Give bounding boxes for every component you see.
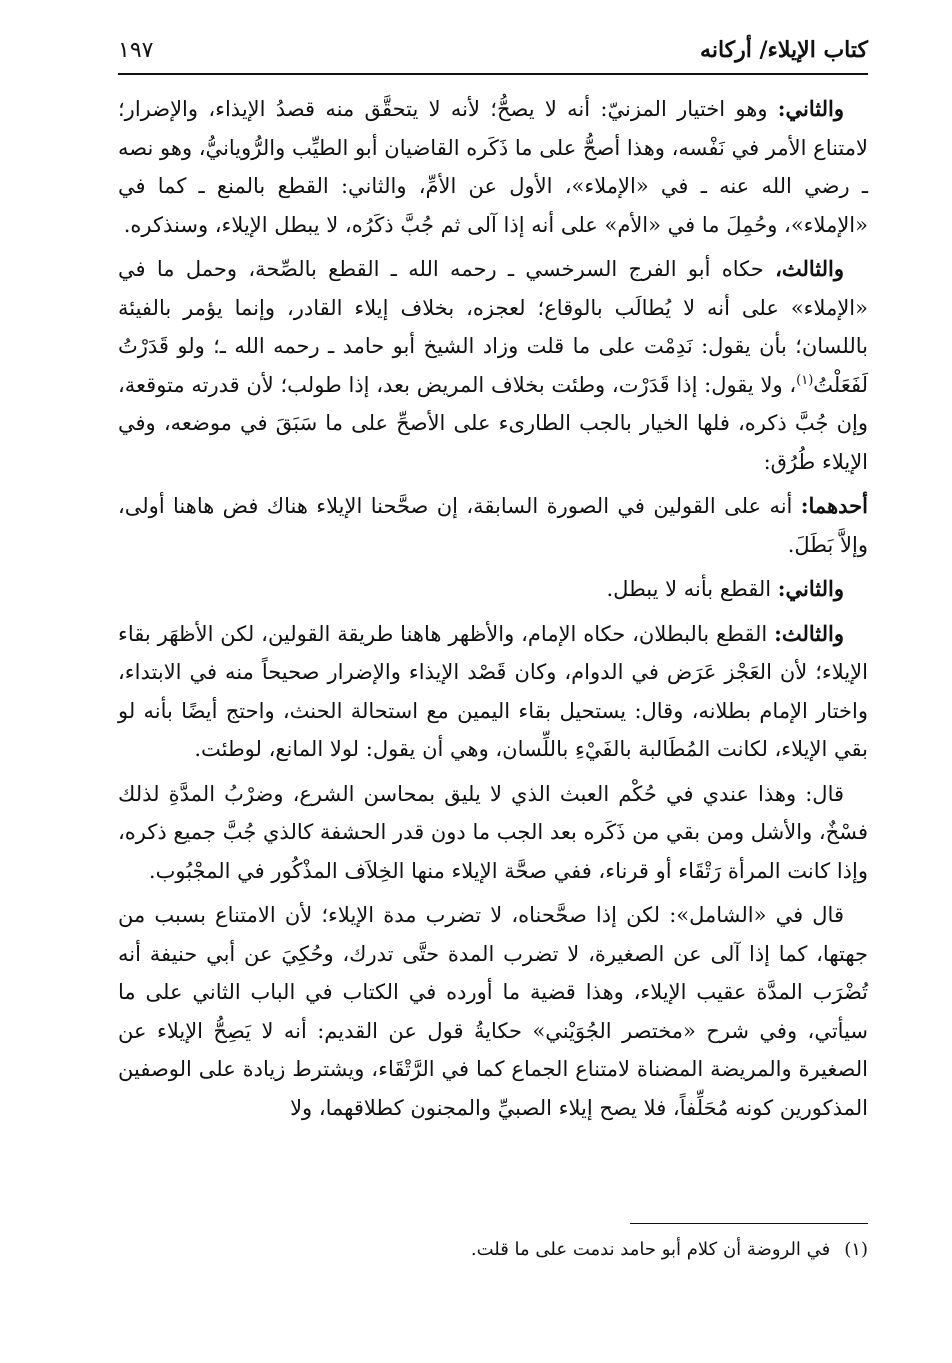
footnote-text: في الروضة أن كلام أبو حامد ندمت على ما قلت.	[470, 1239, 831, 1260]
paragraph-keyword: والثاني:	[777, 96, 844, 121]
paragraph-text: حكاه أبو الفرج السرخسي ـ رحمه الله ـ القطع بالصِّحة، وحمل ما في «الإملاء» على أنه لا يُطالَب بالوقاع؛ لعجزه، بخلاف إيلاء القادر، وإنما يؤمر بالفيئة باللسان؛ بأن يقول: نَدِمْت على ما قلت وزاد الشيخ أبو حامد ـ رحمه الله ـ؛ ولو قَدَرْتُ لَفَعَلْتُ	[118, 257, 868, 397]
paragraph-text: القطع بأنه لا يبطل.	[606, 577, 772, 601]
paragraph	[118, 487, 868, 564]
running-title: كتاب الإيلاء/ أركانه	[700, 37, 868, 63]
paragraph	[118, 250, 868, 481]
paragraph	[118, 570, 868, 609]
page-number: ١٩٧	[118, 37, 154, 63]
page-header	[118, 30, 868, 70]
paragraph-text-continued: ، ولا يقول: إذا قَدَرْت، وطئت بخلاف المريض بعد، إذا طولب؛ لأن قدرته متوقعة، وإن جُبَّ ذكره، فلها الخيار بالجب الطارىء على الأصحِّ على ما سَبَقَ في موضعه، وفي الإيلاء طُرُق:	[118, 372, 868, 474]
paragraph-keyword: والثالث،	[775, 256, 844, 281]
paragraph-keyword: والثاني:	[777, 576, 844, 601]
paragraph-text: أنه على القولين في الصورة السابقة، إن صحَّحنا الإيلاء هناك فض هاهنا أولى، وإلاَّ بَطَلَ.	[118, 494, 868, 557]
paragraph	[118, 615, 868, 769]
paragraph-text: قال: وهذا عندي في حُكْم العبث الذي لا يليق بمحاسن الشرع، وضرْبُ المدَّةِ لذلك فسْخٌ، والأشل ومن بقي من ذَكَره بعد الجب ما دون قدر الحشفة كالذي جُبَّ جميع ذكره، وإذا كانت المرأة رَتْقَاء أو قرناء، ففي صحَّة الإيلاء منها الخِلاَف المذْكُور في المجْبُوب.	[118, 781, 868, 883]
paragraph	[118, 775, 868, 891]
header-rule	[118, 73, 868, 75]
footnote	[118, 1236, 868, 1264]
footnote-number: (١)	[844, 1239, 868, 1260]
paragraph	[118, 896, 868, 1127]
paragraph-keyword: والثالث:	[774, 620, 844, 646]
paragraph-text: قال في «الشامل»: لكن إذا صحَّحناه، لا تضرب مدة الإيلاء؛ لأن الامتناع بسبب من جهتها، كما إذا آلى عن الصغيرة، لا تضرب المدة حتَّى تدرك، وحُكِيَ عن أبي حنيفة أنه تُضْرَب المدَّة عقيب الإيلاء، وهذا قضية ما أورده في الكتاب في الباب الثاني على ما سيأتي، وفي شرح «مختصر الجُوَيْني» حكايةُ قول عن القديم: أنه لا يَصِحُّ الإيلاء عن الصغيرة والمريضة المضناة لامتناع الجماع كما في الرَّتْقَاء، ويشترط زيادة على الوصفين المذكورين كونه مُحَلِّفاً، فلا يصح إيلاء الصبيِّ والمجنون كطلاقهما، ولا	[118, 903, 868, 1120]
main-text	[118, 90, 868, 1133]
paragraph-text: وهو اختيار المزنيّ: أنه لا يصحُّ؛ لأنه لا يتحقَّق منه قصدُ الإيذاء، والإضرار؛ لامتناع الأمر في نَفْسه، وهذا أصحُّ على ما ذَكَره القاضيان أبو الطيِّب والرُّويانيُّ، وهو نصه ـ رضي الله عنه ـ في «الإملاء»، الأول عن الأمِّ، والثاني: القطع بالمنع ـ كما في «الإملاء»، وحُمِلَ ما في «الأم» على أنه إذا آلى ثم جُبَّ ذكَرُه، لا يبطل الإيلاء، وسنذكره.	[118, 97, 868, 237]
paragraph	[118, 90, 868, 244]
paragraph-keyword: أحدهما:	[800, 493, 868, 518]
footnote-rule	[630, 1223, 868, 1224]
paragraph-text: القطع بالبطلان، حكاه الإمام، والأظهر هاهنا طريقة القولين، لكن الأظهَر بقاء الإيلاء؛ لأن العَجْز عَرَض في الدوام، وكان قَصْد الإيذاء والإضرار صحيحاً منه في الابتداء، واختار الإمام بطلانه، وقال: يستحيل بقاء اليمين مع استحالة الحنث، واحتج أيضًا بأنه لو بقي الإيلاء، لكانت المُطَالبة بالفَيْءِ باللِّسان، وهي أن يقول: لولا المانع، لوطئت.	[118, 621, 868, 761]
footnote-reference: (١)	[796, 372, 814, 388]
